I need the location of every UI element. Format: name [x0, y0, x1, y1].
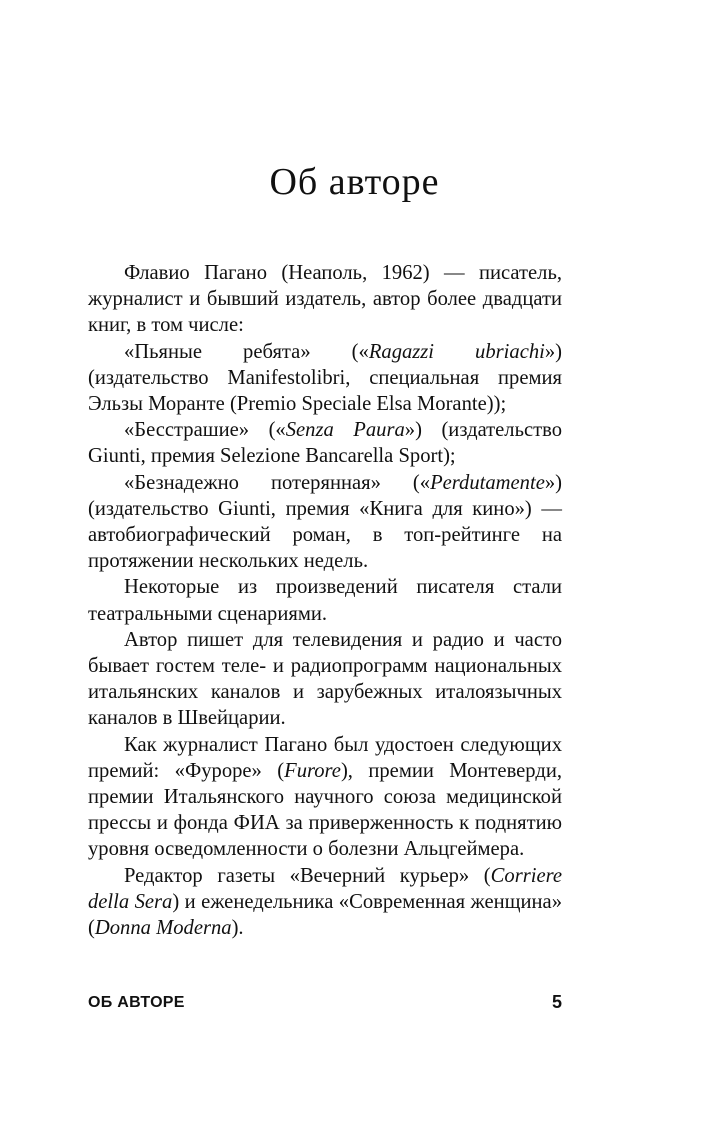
text-run: ) и еженедельника «Современная женщина» (: [88, 890, 562, 940]
italic-title: Corriere della Sera: [88, 864, 562, 913]
running-head: ОБ АВТОРЕ: [88, 994, 185, 1011]
italic-title: Donna Moderna: [94, 917, 232, 940]
paragraph: [88, 417, 562, 469]
italic-title: Ragazzi ubriachi: [368, 340, 545, 363]
italic-title: Senza Paura: [285, 419, 405, 442]
text-run: Флавио Пагано (Неаполь, 1962) — писатель, журналист и бывший издатель, автор более двадцати книг, в том числе:: [88, 262, 562, 337]
text-run: «Пьяные ребята» («: [124, 340, 369, 363]
paragraph: [88, 339, 562, 418]
paragraph: [88, 574, 562, 626]
paragraph: [88, 627, 562, 732]
paragraph: [88, 260, 562, 339]
paragraph: [88, 863, 562, 942]
text-run: Некоторые из произведений писателя стали театральными сценариями.: [88, 576, 562, 625]
italic-title: Furore: [284, 759, 341, 782]
text-run: ») (издательство Manifestolibri, специальная премия Эльзы Моранте (Premio Speciale Elsa Morante));: [88, 340, 563, 416]
paragraph: [88, 470, 562, 575]
body-text: [88, 260, 562, 941]
page-number: 5: [551, 992, 562, 1012]
text-run: «Бесстрашие» («: [124, 419, 286, 442]
text-run: ), премии Монтеверди, премии Итальянского научного союза медицинской прессы и фонда ФИА за приверженность к поднятию уровня осведомленности о болезни Альцгеймера.: [88, 759, 562, 861]
text-run: «Безнадежно потерянная» («: [124, 471, 431, 494]
page-title: Об авторе: [269, 161, 440, 203]
text-run: ») (издательство Giunti, премия Selezione Bancarella Sport);: [88, 419, 562, 468]
paragraph: [88, 732, 562, 863]
text-run: Автор пишет для телевидения и радио и часто бывает гостем теле- и радиопрограмм национальных итальянских каналов и зарубежных италоязычных каналов в Швейцарии.: [88, 628, 562, 730]
text-run: ») (издательство Giunti, премия «Книга для кино») — автобиографический роман, в топ-рейтинге на протяжении нескольких недель.: [88, 471, 562, 573]
italic-title: Perdutamente: [430, 471, 545, 494]
text-run: Как журналист Пагано был удостоен следующих премий: «Фуроре» (: [88, 733, 562, 782]
text-run: Редактор газеты «Вечерний курьер» (: [124, 864, 491, 887]
text-run: ).: [231, 917, 244, 940]
